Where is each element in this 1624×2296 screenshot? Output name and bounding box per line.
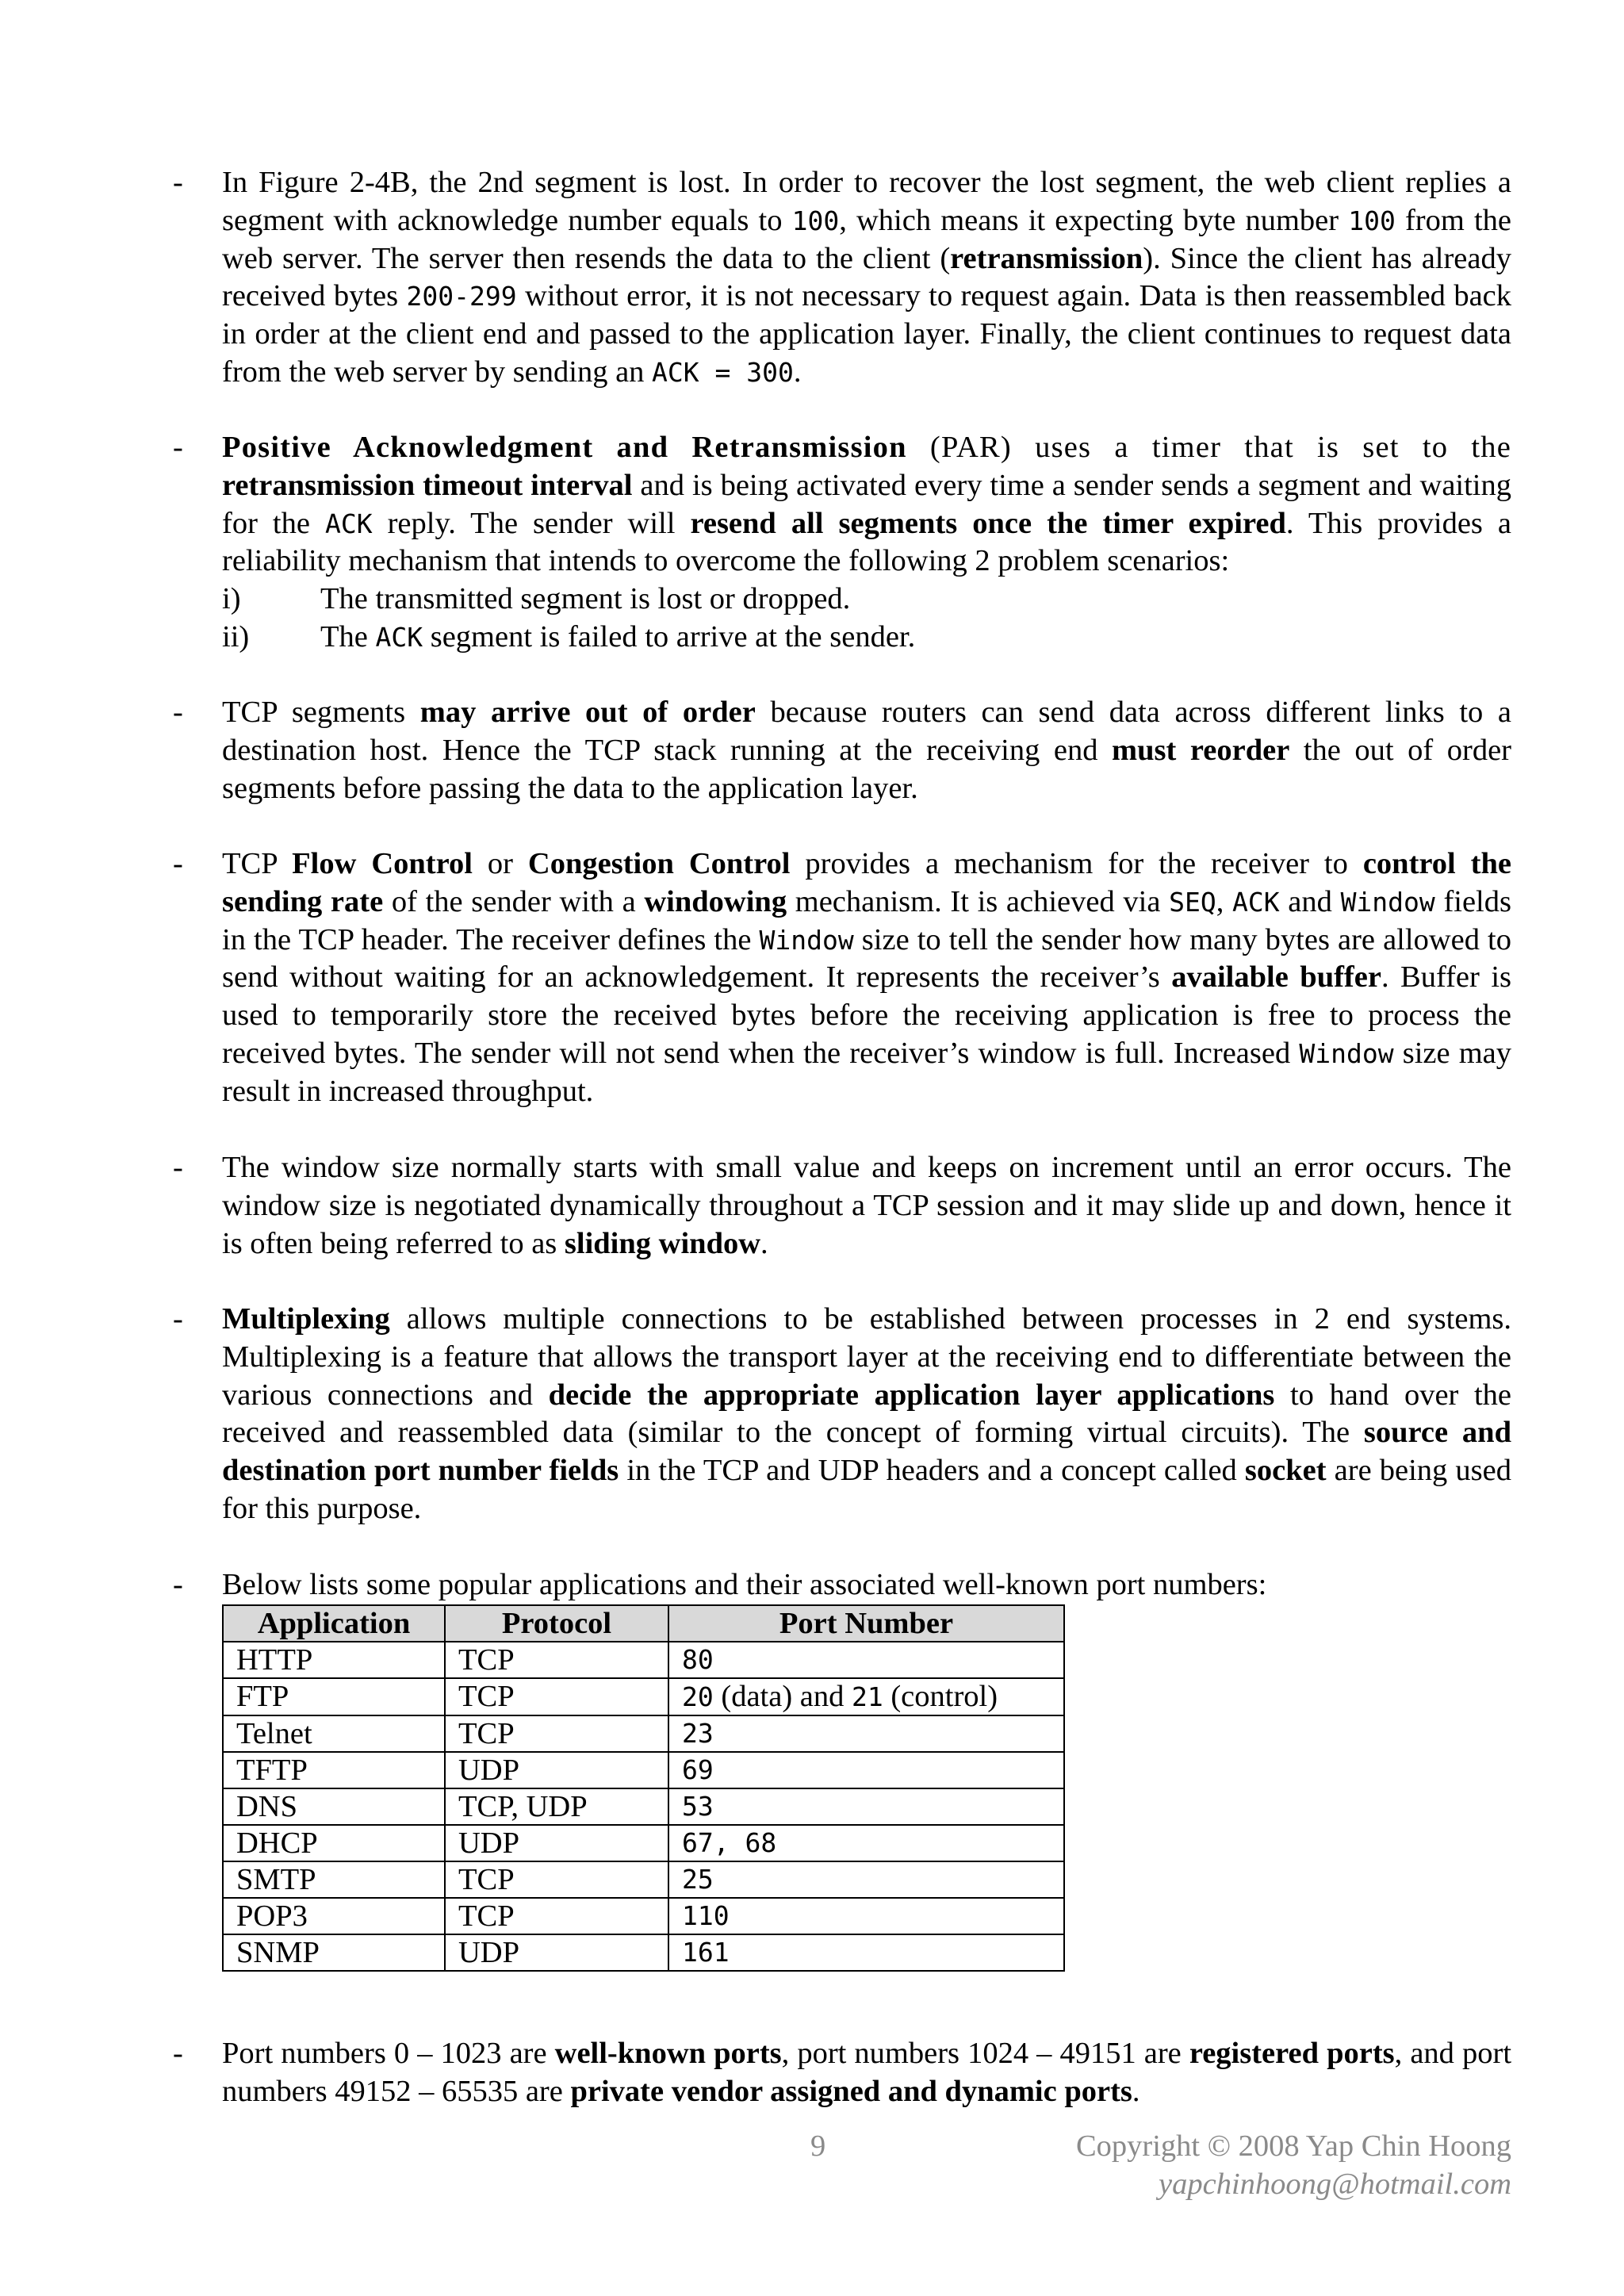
- table-header-row: [223, 1605, 1064, 1642]
- cell-protocol: TCP: [445, 1715, 668, 1752]
- table-row: [223, 1825, 1064, 1861]
- bullet-par: [173, 429, 1512, 657]
- cell-application: Telnet: [223, 1715, 445, 1752]
- paragraph: TCP segments may arrive out of order because routers can send data across different links to a destination host. Hence the TCP stack running at the receiving end must reorder the out of order segments before passing the data to the application layer.: [222, 696, 1512, 805]
- paragraph: Port numbers 0 – 1023 are well-known ports, port numbers 1024 – 49151 are registered ports, and port numbers 49152 – 65535 are private vendor assigned and dynamic ports.: [222, 2037, 1512, 2108]
- bullet-dash: -: [173, 2037, 183, 2070]
- cell-application: POP3: [223, 1898, 445, 1934]
- column-header-port-number: Port Number: [668, 1605, 1064, 1642]
- cell-application: DHCP: [223, 1825, 445, 1861]
- cell-protocol: UDP: [445, 1934, 668, 1971]
- bullet-multiplexing: [173, 1301, 1511, 1528]
- bullet-dash: -: [173, 1151, 183, 1184]
- cell-protocol: UDP: [445, 1752, 668, 1788]
- list-item: i) The transmitted segment is lost or dropped.: [222, 582, 851, 616]
- paragraph: TCP Flow Control or Congestion Control provides a mechanism for the receiver to control the sending rate of the sender with a windowing mechanism. It is achieved via SEQ, ACK and Window fields in the TCP header. The receiver defines the Window size to tell the sender how many bytes are allowed to send without waiting for an acknowledgement. It represents the receiver’s available buffer. Buffer is used to temporarily store the received bytes before the receiving application is free to process the received bytes. The sender will not send when the receiver’s window is full. Increased Window size may result in increased throughput.: [222, 847, 1512, 1108]
- cell-port: 161: [668, 1934, 1064, 1971]
- cell-port: 69: [668, 1752, 1064, 1788]
- bullet-dash: -: [173, 431, 183, 464]
- cell-application: DNS: [223, 1788, 445, 1825]
- bullet-sliding-window: [173, 1149, 1511, 1263]
- paragraph: In Figure 2-4B, the 2nd segment is lost. In order to recover the lost segment, the web client replies a segment with acknowledge number equals to 100, which means it expecting byte number 100 from the web server. The server then resends the data to the client (retransmission). Since the client has already received bytes 200-299 without error, it is not necessary to request again. Data is then reassembled back in order at the client end and passed to the application layer. Finally, the client continues to request data from the web server by sending an ACK = 300.: [222, 166, 1511, 389]
- cell-port: 67, 68: [668, 1825, 1064, 1861]
- cell-port: 23: [668, 1715, 1064, 1752]
- cell-protocol: TCP: [445, 1678, 668, 1715]
- cell-port: 53: [668, 1788, 1064, 1825]
- table-row: [223, 1861, 1064, 1898]
- table-row: [223, 1642, 1064, 1678]
- bullet-flow-control: [173, 845, 1512, 1111]
- cell-port: 80: [668, 1642, 1064, 1678]
- cell-port: 20 (data) and 21 (control): [668, 1678, 1064, 1715]
- port-numbers-table: [222, 1604, 1065, 1972]
- page-number: 9: [810, 2129, 826, 2163]
- bullet-port-table: [173, 1566, 1511, 1972]
- cell-protocol: TCP: [445, 1861, 668, 1898]
- cell-protocol: TCP: [445, 1898, 668, 1934]
- cell-protocol: TCP, UDP: [445, 1788, 668, 1825]
- cell-application: TFTP: [223, 1752, 445, 1788]
- table-row: [223, 1788, 1064, 1825]
- cell-application: HTTP: [223, 1642, 445, 1678]
- cell-application: FTP: [223, 1678, 445, 1715]
- table-row: [223, 1752, 1064, 1788]
- list-item: ii) The ACK segment is failed to arrive at the sender.: [222, 619, 916, 654]
- column-header-protocol: Protocol: [445, 1605, 668, 1642]
- bullet-port-ranges: [173, 2035, 1512, 2111]
- bullet-dash: -: [173, 166, 183, 199]
- cell-port: 110: [668, 1898, 1064, 1934]
- cell-application: SNMP: [223, 1934, 445, 1971]
- paragraph: Multiplexing allows multiple connections to be established between processes in 2 end systems. Multiplexing is a feature that allows the transport layer at the receiving end to differentiate between the various connections and decide the appropriate application layer applications to hand over the received and reassembled data (similar to the concept of forming virtual circuits). The source and destination port number fields in the TCP and UDP headers and a concept called socket are being used for this purpose.: [222, 1302, 1511, 1525]
- paragraph: The window size normally starts with small value and keeps on increment until an error occurs. The window size is negotiated dynamically throughout a TCP session and it may slide up and down, hence it is often being referred to as sliding window.: [222, 1151, 1511, 1260]
- cell-port: 25: [668, 1861, 1064, 1898]
- cell-application: SMTP: [223, 1861, 445, 1898]
- bullet-dash: -: [173, 696, 183, 729]
- cell-protocol: UDP: [445, 1825, 668, 1861]
- table-row: [223, 1678, 1064, 1715]
- paragraph: Positive Acknowledgment and Retransmission (PAR) uses a timer that is set to the retransmission timeout interval and is being activated every time a sender sends a segment and waiting for the ACK reply. The sender will resend all segments once the timer expired. This provides a reliability mechanism that intends to overcome the following 2 problem scenarios:: [222, 431, 1512, 578]
- column-header-application: Application: [223, 1605, 445, 1642]
- copyright-notice: Copyright © 2008 Yap Chin Hoong: [1075, 2129, 1511, 2163]
- table-row: [223, 1934, 1064, 1971]
- paragraph: Below lists some popular applications and their associated well-known port numbers:: [222, 1568, 1267, 1601]
- bullet-dash: -: [173, 1302, 183, 1336]
- bullet-retransmission-example: [173, 164, 1511, 392]
- author-email: yapchinhoong@hotmail.com: [1159, 2168, 1511, 2201]
- bullet-dash: -: [173, 1568, 183, 1601]
- table-row: [223, 1715, 1064, 1752]
- bullet-out-of-order: [173, 694, 1512, 807]
- bullet-dash: -: [173, 847, 183, 880]
- table-row: [223, 1898, 1064, 1934]
- cell-protocol: TCP: [445, 1642, 668, 1678]
